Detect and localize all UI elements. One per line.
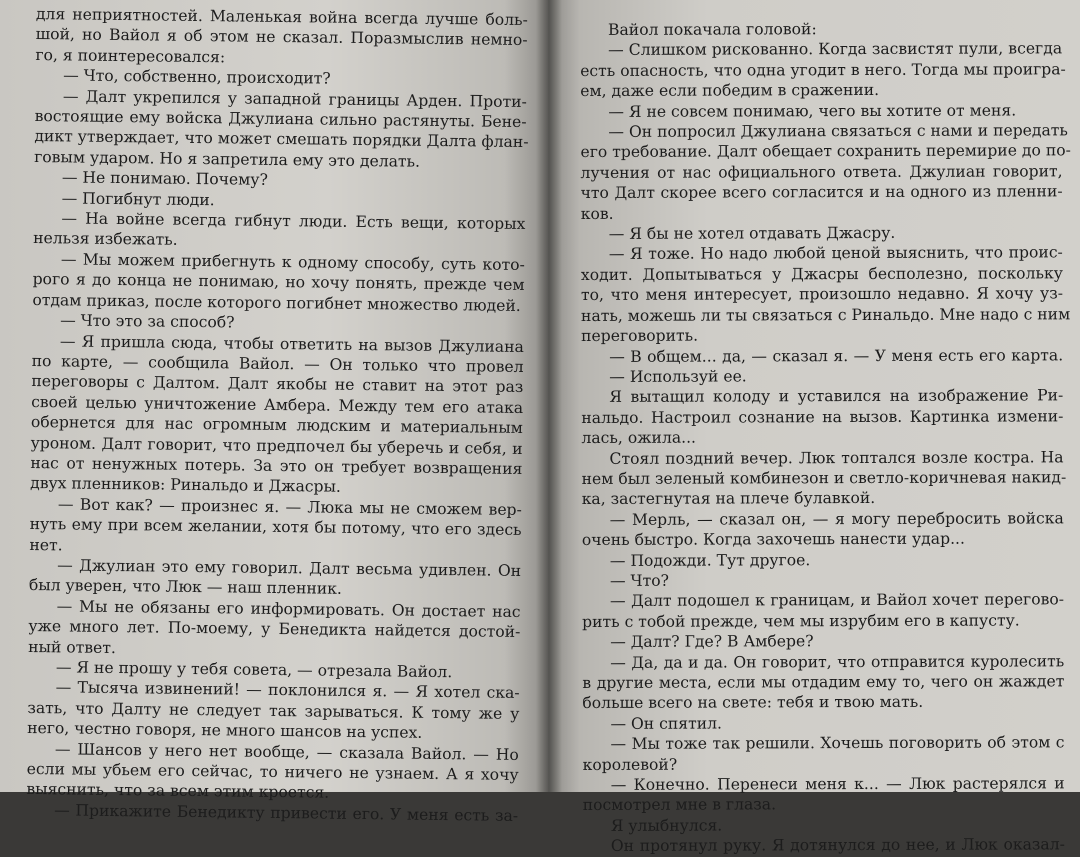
text-line: — Что? bbox=[609, 571, 669, 590]
text-line: переговоры с Далтом. Далт якобы не ставит на этот раз bbox=[31, 372, 524, 397]
text-line: — Мы не обязаны его информировать. Он достает нас bbox=[56, 597, 521, 621]
text-line: лась, ожила... bbox=[581, 428, 697, 448]
text-line: — На войне всегда гибнут люди. Есть вещи, которых bbox=[61, 209, 526, 234]
text-line: шой, но Вайол я об этом не сказал. Поразмыслив немно- bbox=[35, 25, 528, 50]
text-line: есть опасность, что одна угодит в него. Тогда мы проигра- bbox=[580, 60, 1066, 80]
right-page-text bbox=[580, 18, 1071, 856]
text-line: нет. bbox=[29, 535, 63, 554]
text-line: — Что, собственно, происходит? bbox=[63, 66, 331, 88]
text-line: — Я пришла сюда, чтобы ответить на вызов Джулиана bbox=[59, 331, 524, 356]
text-line: Стоял поздний вечер. Люк топтался возле костра. На bbox=[609, 447, 1064, 468]
text-line: в другие места, если мы отдадим ему то, чего он жаждет bbox=[582, 672, 1065, 692]
text-line: ка, застегнутая на плече булавкой. bbox=[581, 489, 876, 509]
text-line: королевой? bbox=[582, 755, 678, 774]
text-line: обернется для нас огромным людским и материальным bbox=[30, 413, 523, 438]
text-line: — Далт? Где? В Амбере? bbox=[610, 632, 814, 652]
text-line: то, что меня интересует, произошло недавно. Я хочу уз- bbox=[580, 284, 1063, 305]
text-line: — Я бы не хотел отдавать Джасру. bbox=[608, 223, 896, 243]
text-line: — Мерль, — сказал он, — я могу перебросить войска bbox=[609, 509, 1064, 529]
right-page bbox=[548, 0, 1080, 856]
text-line: выяснить, что за всем этим кроется. bbox=[26, 780, 330, 803]
text-line: нать, можешь ли ты связаться с Ринальдо. Мне надо с ним bbox=[581, 304, 1071, 325]
text-line: говым ударом. Но я запретила ему это делать. bbox=[34, 147, 421, 171]
text-line: — Не понимаю. Почему? bbox=[61, 168, 268, 190]
text-line: двух пленников: Ринальдо и Джасры. bbox=[30, 474, 342, 497]
text-line: если мы убьем его сейчас, то ничего не узнаем. А я хочу bbox=[26, 759, 519, 784]
text-line: ходит. Допытываться у Джасры бесполезно, поскольку bbox=[580, 264, 1063, 284]
text-line: Я улыбнулся. bbox=[610, 816, 723, 835]
text-line: — Вот как? — произнес я. — Люка мы не сможем вер- bbox=[57, 495, 522, 519]
text-line: своей целью уничтожение Амбера. Между тем его атака bbox=[31, 392, 524, 417]
text-line: Он протянул руку. Я дотянулся до нее, и Люк оказал- bbox=[610, 835, 1065, 856]
text-line: него, честно говоря, не много шансов на успех. bbox=[27, 719, 423, 742]
text-line: го, я поинтересовался: bbox=[35, 45, 226, 67]
text-line: нельзя избежать. bbox=[33, 229, 178, 250]
text-line: больше всего на свете: тебя и твою мать. bbox=[582, 693, 924, 713]
text-line: что Далт скорее всего согласится и на одного из пленни- bbox=[580, 182, 1063, 203]
text-line: — В общем... да, — сказал я. — У меня есть его карта. bbox=[609, 345, 1064, 366]
text-line: дикт утверждает, что может смешать порядки Далта флан- bbox=[34, 127, 529, 152]
text-line: нас от ненужных потерь. За это он требует возвращения bbox=[30, 453, 523, 478]
text-line: ков. bbox=[580, 204, 614, 223]
text-line: — Да, да и да. Он говорит, что отправится куролесить bbox=[610, 651, 1065, 672]
text-line: — Слишком рискованно. Когда засвистят пули, всегда bbox=[608, 39, 1063, 60]
text-line: — Конечно. Перенеси меня к... — Люк растерялся и bbox=[610, 774, 1065, 794]
text-line: — Мы тоже так решили. Хочешь поговорить об этом с bbox=[610, 733, 1065, 754]
text-line: для неприятностей. Маленькая война всегда лучше боль- bbox=[35, 4, 528, 30]
text-line: переговорить. bbox=[581, 326, 699, 346]
text-line: — Прикажите Бенедикту привести его. У меня есть за- bbox=[54, 801, 519, 825]
text-line: — Далт укрепился у западной границы Арден. Проти- bbox=[62, 86, 527, 111]
text-line: по карте, — сообщила Вайол. — Он только что провел bbox=[31, 351, 524, 376]
text-line: — Я не прошу у тебя совета, — отрезала Вайол. bbox=[55, 658, 453, 682]
text-line: ный ответ. bbox=[28, 637, 117, 657]
text-line: — Я тоже. Но надо любой ценой выяснить, что проис- bbox=[608, 243, 1063, 264]
left-page bbox=[0, 0, 548, 825]
text-line: нем был зеленый комбинезон и светло-коричневая накид- bbox=[581, 468, 1067, 488]
text-line: — Тысяча извинений! — поклонился я. — Я хотел ска- bbox=[55, 678, 520, 703]
text-line: — Джулиан это ему говорил. Далт весьма удивлен. Он bbox=[57, 556, 522, 580]
text-line: — Подожди. Тут другое. bbox=[609, 550, 811, 570]
text-line: лучения от нас официального ответа. Джулиан говорит, bbox=[580, 162, 1063, 182]
text-line: его требование. Далт обещает сохранить перемирие до по- bbox=[580, 141, 1071, 162]
text-line: нальдо. Настроил сознание на вызов. Картинка измени- bbox=[581, 407, 1064, 427]
text-line: рить с тобой прежде, чем мы изрубим его в капусту. bbox=[582, 611, 1020, 631]
left-page-text bbox=[26, 4, 528, 826]
text-line: — Погибнут люди. bbox=[61, 188, 215, 209]
text-line: — Он спятил. bbox=[610, 714, 723, 733]
text-line: зать, что Далту не следует так зарываться. К тому же у bbox=[27, 698, 520, 723]
text-line: посмотрел мне в глаза. bbox=[582, 795, 777, 815]
text-line: нуть ему при всем желании, хотя бы потому, что его здесь bbox=[29, 515, 522, 540]
text-line: — Мы можем прибегнуть к одному способу, суть кото- bbox=[60, 250, 525, 274]
text-line: ем, даже если победим в сражении. bbox=[580, 81, 880, 101]
text-line: Я вытащил колоду и уставился на изображение Ри- bbox=[609, 386, 1064, 407]
text-line: отдам приказ, после которого погибнет множество людей. bbox=[32, 290, 521, 315]
text-line: Вайол покачала головой: bbox=[608, 20, 817, 39]
text-line: востоящие ему войска Джулиана сильно растянуты. Бене- bbox=[34, 107, 527, 132]
text-line: — Далт подошел к границам, и Вайол хочет перегово- bbox=[609, 590, 1065, 611]
text-line: рого я до конца не понимаю, но хочу понять, прежде чем bbox=[32, 270, 525, 295]
text-line: — Что это за способ? bbox=[60, 311, 235, 332]
text-line: уже много лет. По-моему, у Бенедикта найдется достой- bbox=[28, 617, 521, 642]
text-line: — Я не совсем понимаю, чего вы хотите от меня. bbox=[608, 101, 1017, 121]
text-line: очень быстро. Когда захочешь нанести удар... bbox=[581, 529, 965, 550]
text-line: — Шансов у него нет вообще, — сказала Вайол. — Но bbox=[54, 739, 519, 764]
text-line: — Используй ее. bbox=[609, 367, 747, 386]
text-line: был уверен, что Люк — наш пленник. bbox=[28, 576, 343, 599]
text-line: уроном. Далт говорит, что предпочел бы уберечь и себя, и bbox=[30, 433, 523, 458]
text-line: — Он попросил Джулиана связаться с нами и передать bbox=[608, 121, 1068, 141]
